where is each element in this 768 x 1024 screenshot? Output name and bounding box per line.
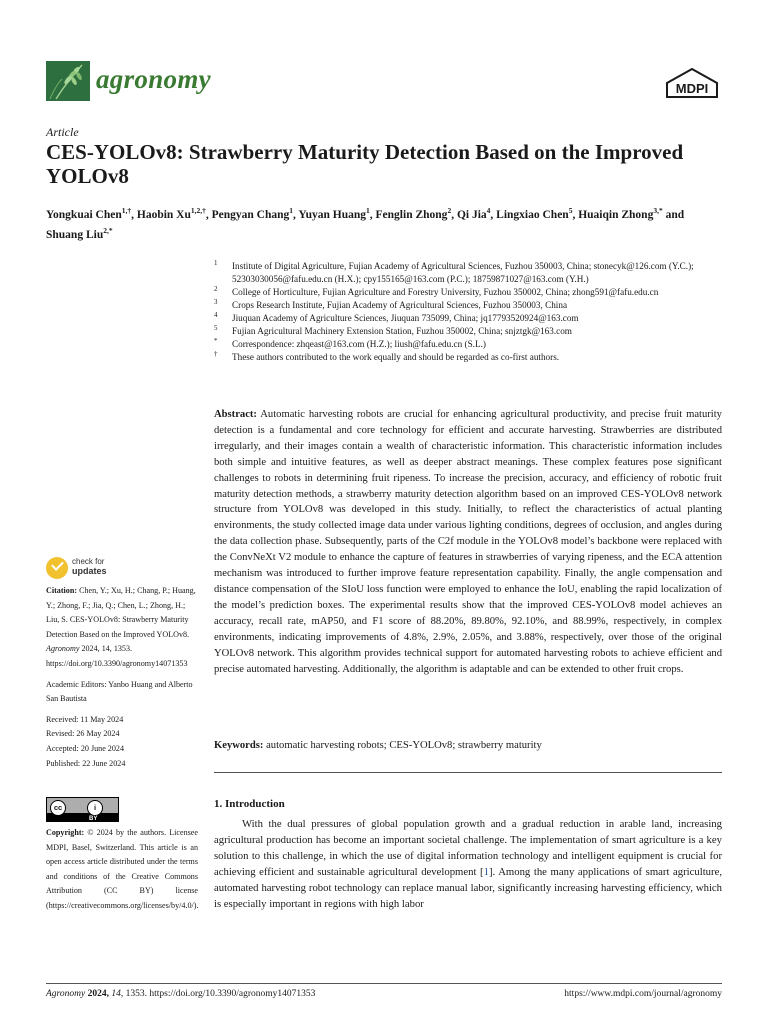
affiliation-text: Crops Research Institute, Fujian Academy of Agricultural Sciences, Fuzhou 350003, China — [232, 300, 568, 310]
affiliation-item — [214, 351, 724, 364]
affiliation-list — [214, 260, 724, 364]
citation-doi-link[interactable]: https://doi.org/10.3390/agronomy14071353 — [46, 658, 188, 668]
footer-article-number: 1353. — [125, 989, 147, 999]
mdpi-logo[interactable] — [664, 67, 720, 103]
journal-logo — [46, 61, 90, 101]
author-affiliation-marker: 2 — [447, 206, 452, 215]
copyright-text: © 2024 by the authors. Licensee MDPI, Basel, Switzerland. This article is an open access article distributed under the terms and conditions of the Creative Commons Attribution (CC BY) license (https://creativecommons.org/licenses/by/4.0/). — [46, 828, 199, 910]
citation-link[interactable]: 1 — [483, 866, 489, 878]
author-name[interactable]: Fenglin Zhong — [375, 208, 448, 221]
affiliation-marker: † — [214, 350, 218, 358]
affiliation-text: Institute of Digital Agriculture, Fujian Academy of Agricultural Sciences, Fuzhou 350003, China; stonecyk@126.com (Y.C.); 52303030056@fafu.edu.cn (H.X.); cpy155165@163.com (P.C.); 18759871027@163.com (Y.H.) — [232, 261, 694, 284]
attribution-icon: i — [87, 800, 103, 816]
affiliation-item — [214, 286, 724, 299]
affiliation-item — [214, 260, 724, 286]
author-name[interactable]: Haobin Xu — [136, 208, 191, 221]
author-name[interactable]: Lingxiao Chen — [496, 208, 569, 221]
affiliation-item — [214, 312, 724, 325]
abstract-label: Abstract: — [214, 409, 257, 420]
affiliation-text: Fujian Agricultural Machinery Extension Station, Fuzhou 350002, China; snjztgk@163.com — [232, 326, 572, 336]
author-name[interactable]: Qi Jia — [456, 208, 487, 221]
author-name[interactable]: Yuyan Huang — [298, 208, 367, 221]
affiliation-marker: 5 — [214, 324, 218, 332]
affiliation-item — [214, 338, 724, 351]
author-affiliation-marker: 1 — [366, 206, 370, 215]
citation-journal: Agronomy — [46, 644, 80, 654]
footer-journal-url[interactable]: https://www.mdpi.com/journal/agronomy — [564, 989, 722, 999]
footer-doi-link[interactable]: https://doi.org/10.3390/agronomy14071353 — [149, 989, 316, 999]
affiliation-text: These authors contributed to the work equally and should be regarded as co-first authors. — [232, 352, 560, 362]
affiliation-item — [214, 299, 724, 312]
footer-journal: Agronomy — [46, 989, 86, 999]
date-accepted: Accepted: 20 June 2024 — [46, 743, 124, 753]
keywords-text: automatic harvesting robots; CES-YOLOv8; strawberry maturity — [266, 740, 542, 751]
journal-name[interactable]: agronomy — [96, 64, 211, 94]
author-name[interactable]: Shuang Liu — [46, 228, 104, 241]
affiliation-marker: 4 — [214, 311, 218, 319]
affiliation-item — [214, 325, 724, 338]
affiliation-text: Correspondence: zhqeast@163.com (H.Z.); liush@fafu.edu.cn (S.L.) — [232, 339, 486, 349]
cc-by-label: BY — [89, 816, 98, 822]
author-affiliation-marker: 1,† — [121, 206, 132, 215]
citation-label: Citation: — [46, 586, 78, 595]
author-list: Yongkuai Chen$^{1,\dagger}$, Haobin $Xu^{1,2,\dagger}$, Pengyan Chang$^1$, Yuyan Huang$^1$, Fenglin Zhong$^2$, Qi Jia$^4$, Lingxiao Chen$^5$, Huaiqin Zhong$^{3,*}$ and Shuang Liu$^{2,*}$ — [46, 206, 685, 241]
citation-volume: 2024, 14, 1353. — [81, 644, 133, 654]
keywords-label: Keywords: — [214, 740, 264, 751]
author-name[interactable]: Yongkuai Chen — [46, 208, 122, 221]
check-for-updates-button[interactable] — [46, 557, 156, 581]
affiliation-text: Jiuquan Academy of Agriculture Sciences, Jiuquan 735099, China; jq17793520924@163.com — [232, 313, 579, 323]
section-heading-introduction: 1. Introduction — [214, 798, 285, 810]
abstract-text: Automatic harvesting robots are crucial for enhancing agricultural productivity, and precise fruit maturity detection is a fundamental and core technology for efficient and accurate harvesting. Strawberries are distributed irregularly, and their images contain a wealth of characteristic information. This characteristic information includes both simple and intuitive features, as well as deeper abstract meanings. These complex features pose significant challenges to robots in determining fruit ripeness. To increase the precision, accuracy, and efficiency of robotic fruit maturity detection methods, a strawberry maturity detection algorithm based on an improved CES-YOLOv8 network structure from YOLOv8 was developed in this study. Initially, to reflect the characteristics of actual planting environments, the study collected image data under various lighting conditions, degrees of occlusion, and angles during the data collection phase. Subsequently, parts of the C2f module in the YOLOv8 model’s backbone were replaced with the ConvNeXt V2 module to enhance the capture of features in strawberries of varying ripeness, and the ECA attention mechanism was introduced to further improve feature representation capability. Finally, the angle compensation and distance compensation of the SIoU loss function were employed to enhance the IoU, enabling the rapid localization of the model’s prediction boxes. The experimental results show that the improved CES-YOLOv8 model achieves an accuracy, recall rate, mAP50, and F1 score of 88.20%, 89.80%, 92.10%, and 88.99%, respectively, in complex environments, indicating improvements of 4.8%, 2.9%, 2.05%, and 3.88%, respectively, over those of the original YOLOv8 network. This algorithm provides technical support for automated harvesting robots to achieve efficient and precise automated harvesting. Additionally, the algorithm is adaptable and can be extended to other fruit crops. — [214, 409, 722, 675]
affiliation-marker: 2 — [214, 285, 218, 293]
keywords — [214, 738, 722, 753]
cc-by-license-badge[interactable] — [46, 797, 119, 822]
mdpi-logo-graphic — [664, 67, 720, 103]
publication-dates — [46, 713, 198, 771]
section-divider — [214, 772, 722, 773]
copyright-notice — [46, 826, 198, 914]
footer-citation — [46, 989, 315, 999]
publisher-name: MDPI — [675, 81, 709, 96]
intro-text-part2: ]. Among the many applications of smart agriculture, automated harvesting robot technology can replace manual labor, significantly increasing harvesting efficiency, which is especially important in regions with high labor — [214, 866, 722, 910]
author-affiliation-marker: 4 — [486, 206, 491, 215]
check-updates-line1: check for — [72, 557, 105, 566]
date-received: Received: 11 May 2024 — [46, 714, 124, 724]
citation-block — [46, 584, 198, 672]
author-affiliation-marker: 3,* — [653, 206, 663, 215]
footer-divider — [46, 983, 722, 984]
article-title: CES-YOLOv8: Strawberry Maturity Detection Based on the Improved YOLOv8 — [46, 140, 684, 188]
check-updates-line2: updates — [72, 566, 107, 576]
date-revised: Revised: 26 May 2024 — [46, 729, 120, 739]
author-name[interactable]: Huaiqin Zhong — [578, 208, 654, 221]
academic-editors — [46, 678, 198, 707]
author-conjunction: and — [665, 208, 685, 221]
abstract — [214, 407, 722, 677]
editors-label: Academic Editors: — [46, 679, 107, 689]
author-name[interactable]: Pengyan Chang — [211, 208, 290, 221]
affiliation-text: College of Horticulture, Fujian Agriculture and Forestry University, Fuzhou 350002, China; zhong591@fafu.edu.cn — [232, 287, 659, 297]
author-affiliation-marker: 5 — [568, 206, 573, 215]
introduction-paragraph — [214, 816, 722, 912]
editors-names: Yanbo Huang and Alberto San Bautista — [46, 679, 193, 704]
affiliation-marker: 3 — [214, 298, 218, 306]
citation-text: Chen, Y.; Xu, H.; Chang, P.; Huang, Y.; Zhong, F.; Jia, Q.; Chen, L.; Zhong, H.; Liu, S. CES-YOLOv8: Strawberry Maturity Detection Based on the Improved YOLOv8. — [46, 586, 196, 639]
author-affiliation-marker: 1,2,† — [190, 206, 206, 215]
article-info-sidebar — [46, 584, 198, 779]
checkmark-icon — [46, 557, 68, 579]
date-published: Published: 22 June 2024 — [46, 758, 126, 768]
article-type: Article — [46, 125, 79, 139]
copyright-label: Copyright: — [46, 828, 85, 837]
author-affiliation-marker: 2,* — [103, 225, 113, 235]
footer-year: 2024, — [87, 989, 109, 999]
wheat-icon — [46, 61, 90, 101]
author-affiliation-marker: 1 — [289, 206, 294, 215]
intro-text-part1: With the dual pressures of global population growth and a gradual reduction in arable land, increasing agricultural production has become an important societal challenge. The implementation of smart agriculture is a key solution to this challenge, in which the use of digital information technology and intelligent equipment is crucial for achieving efficient and sustainable agricultural development [ — [214, 818, 722, 878]
footer-volume: 14, — [111, 989, 124, 999]
affiliation-marker: * — [214, 337, 218, 345]
affiliation-marker: 1 — [214, 259, 218, 267]
cc-icon: cc — [50, 800, 66, 816]
